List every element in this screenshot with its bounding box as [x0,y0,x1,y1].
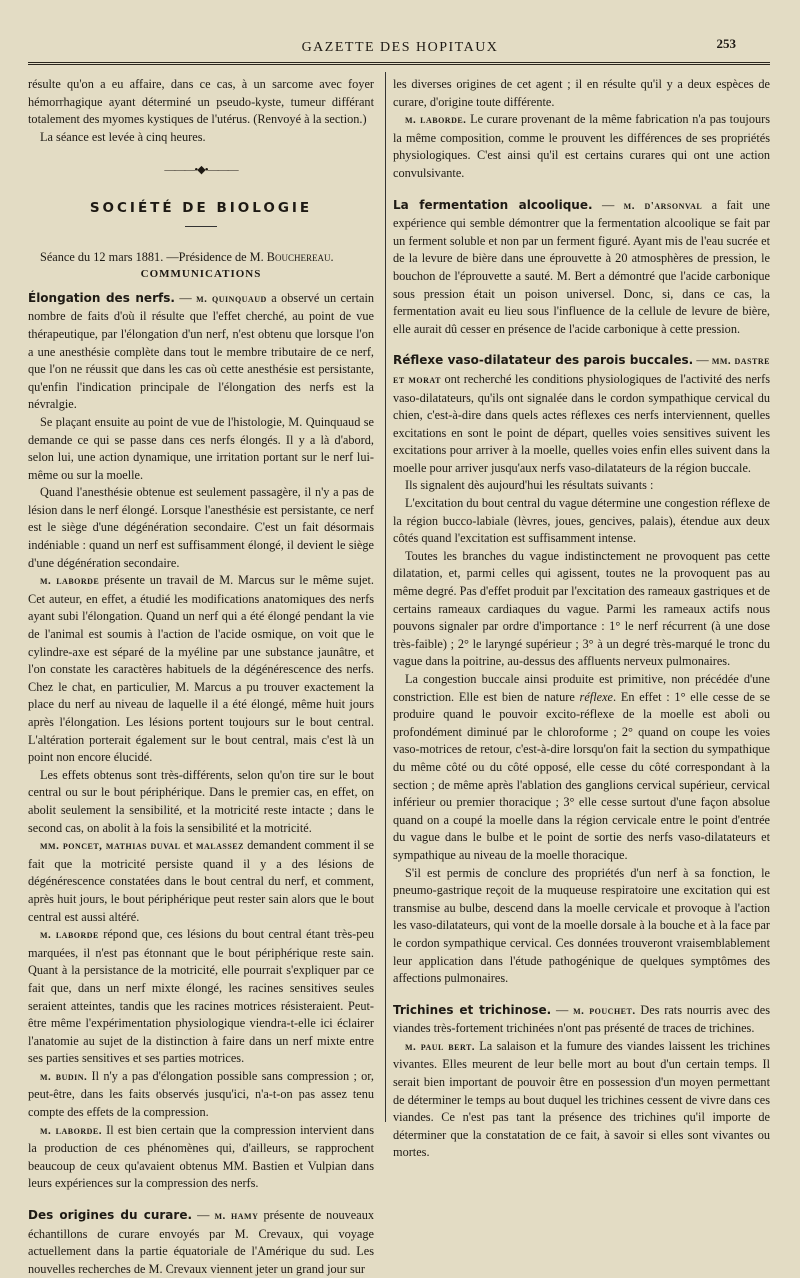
paragraph: Toutes les branches du vague indistinctement ne provoquent pas cette dilatation, et, parmi celles qui agissent, toutes ne la provoquent pas au même degré. Pas d'effet produit par l'excitation des rameaux gastriques et de certains rameaux cardiaques du vague. Parmi les rameaux actifs nous pouvons signaler par ordre d'importance : 1° le nerf récurrent (à une dose très-faible) ; 2° le laryngé supérieur ; 3° à un degré très-marqué le tronc du vague dans la poitrine, au-dessus des affluents nerveux pulmonaires. [393,548,770,669]
paragraph-text: a fait une expérience qui semble démontrer que la fermentation alcoolique se fait par un ferment soluble et non par un ferment figuré. Ayant mis de l'eau sucrée et de la levure de bière dans une éprouvette à 20 atmosphères de pression, le bouchon de l'éprouvette a sauté. M. Bert a démontré que l'acide carbonique sous pression était un poison universel. Donc, si, dans ce cas, la fermentation avait eu lieu sous l'influence de la cellule de levure de bière, elle aurait dû cesser en présence de l'acide carbonique à cette pression. [393,197,771,336]
dash: — [192,1208,215,1223]
paragraph-text: a observé un certain nombre de faits d'où il résulte que l'effet cherché, au point de vue thérapeutique, par l'élongation d'un nerf, n'est obtenu que lorsque l'on a une anesthésie complète dans tout le membre tributaire de ce nerf, que l'on ne réussit que dans les cas où cette anesthésie est persistante, qu'enfin l'indication principale de l'élongation des nerfs est la névralgie. [28,290,375,412]
paragraph-text: Il n'y a pas d'élongation possible sans compression ; or, peut-être, dans les faits observés jusqu'ici, n'a-t-on pas assez tenu compte des effets de la compression. [28,1068,374,1120]
paragraph [28,1068,374,1122]
paragraph-text: présente de nouveaux échantillons de curare envoyés par M. Crevaux, qui voyage actuellement dans la partie équatoriale de l'Amérique du sud. Les nouvelles recherches de M. Crevaux viennent jeter un grand jour sur [28,1208,374,1276]
author-name: m. laborde [40,575,100,588]
author-name: m. quinquaud [196,292,267,305]
running-title: GAZETTE DES HOPITAUX [301,40,499,55]
president-name: Bouchereau. [266,249,334,264]
column-rule [385,72,386,1122]
left-column [28,76,374,1278]
session-date: Séance du 12 mars 1881. —Présidence de M. [40,249,267,264]
session-close: La séance est levée à cinq heures. [40,129,206,144]
dash: — [592,197,624,212]
paragraph-text: La salaison et la fumure des viandes laissent les trichines vivantes. Elles meurent de leur belle mort au bout d'un certain temps. Il serait bien important de pouvoir être en possession d'un moyen permettant de déterminer le temps au bout duquel les trichines cessent de vivre dans ces viandes. Ce n'est pas tant la présence des trichines qu'il importe de déterminer que la constatation de ce fait, à savoir si elles sont vivantes ou mortes. [393,1038,770,1160]
dash: — [174,290,197,305]
communications-heading: COMMUNICATIONS [140,268,262,281]
paragraph-text: répond que, ces lésions du bout central étant très-peu marquées, il n'est pas étonnant que le bout périphérique reste sain. Quant à la persistance de la motricité, elle pourrait s'expliquer par ce fait que, dans un nerf mixte élongé, les racines sensitives seules seraient atteintes, tandis que les racines motrices résisteraient. Peut-être même l'expérimentation physiologique viendra-t-elle ici éclairer l'anatomie au sujet de la distinction à faire dans un nerf mixte entre ses parties sensitives et ses parties motrices. [28,927,374,1066]
paragraph: L'excitation du bout central du vague détermine une congestion réflexe de la région bucco-labiale (lèvres, joues, gencives, palais), étendue aux deux côtés quand l'excitation est suffisamment intense. [393,496,770,546]
paragraph [393,671,770,865]
article-title: Élongation des nerfs. [28,290,175,305]
article-title: Trichines et trichinose. [393,1002,552,1017]
author-name: m. paul bert. [405,1040,476,1053]
article-title: Des origines du curare. [28,1208,193,1223]
paragraph [28,1122,374,1193]
right-column [393,76,770,1162]
article-elongation-intro [28,290,374,414]
author-name: mm. poncet, mathias duval [40,840,181,853]
article-curare-intro [28,1207,374,1278]
author-name: m. laborde. [40,1124,102,1137]
conjunction: et [180,838,196,853]
paragraph-text: . En effet : 1° elle cesse de se produire quand le pouvoir excito-réflexe de la moelle est aboli ou profondément diminué par le chloroforme ; 2° quand on coupe les voies vaso-motrices de retour, c'est-à-dire lorsqu'on fait la section du sympathique du même côté ou du côté opposé, elle cesse du côté correspondant à la section ; de même après l'ablation des ganglions cervical supérieur, cervical inférieur ou premier thoracique ; 3° elle cesse surtout d'une façon absolue quand on a coupé la moelle dans la région cervicale entre le point d'entrée du vague dans le bulbe et le point de sortie des nerfs vaso-dilatateurs et sympathique au niveau de la moelle thoracique. [393,689,770,862]
paragraph [28,926,374,1068]
paragraph-text: présente un travail de M. Marcus sur le même sujet. Cet auteur, en effet, a étudié les modifications anatomiques des nerfs ayant subi l'élongation. Quand un nerf qui a été élongé pendant la vie de l'animal est soumis à l'action de l'acide osmique, on voit que le cylindre-axe est séparé de la myéline par une substance jaunâtre, et l'on constate les caractères habituels de la dégénérescence des nerfs. Chez le chat, en particulier, M. Marcus a pu trouver exactement la place du nerf au niveau de laquelle il a été élongé, même huit jours après l'élongation. Les lésions portent toujours sur le bout central. L'altération porterait également sur le bout central, mais c'est là un point non encore élucidé. [28,573,374,765]
paragraph [28,837,374,926]
author-name: m. laborde. [405,114,467,127]
paragraph-text: Des rats nourris avec des viandes très-fortement trichinées n'ont pas présenté de traces de trichines. [393,1002,771,1036]
article-trichines-intro [393,1002,770,1038]
article-fermentation-intro [393,197,770,339]
paragraph: S'il est permis de conclure des propriétés d'un nerf à sa fonction, le pneumo-gastrique reçoit de la muqueuse respiratoire une excitation qui est transmise au bulbe, descend dans la moelle cervicale et provoque à l'action les vaso-dilatateurs, qui vont de la moelle dorsale à la bouche et à la face par le cordon sympathique cervical. Ces données trouveront vraisemblablement leur application dans l'étude pathogénique de quelques symptômes des affections pulmonaires. [393,865,770,986]
article-title: La fermentation alcoolique. [393,197,593,212]
paragraph-text: Il est bien certain que la compression intervient dans la production de ces phénomènes qui, d'ailleurs, se rapprochent beaucoup de ceux qu'avaient obtenus MM. Bastien et Vulpian dans leurs expériences sur la compression des nerfs. [28,1122,374,1191]
paragraph: Se plaçant ensuite au point de vue de l'histologie, M. Quinquaud se demande ce qui se passe dans ces nerfs élongés. Il y a là d'abord, selon lui, une action dynamique, une irritation portant sur le nerf lui-même ou sur la moelle. [28,414,374,482]
ornament-divider: ———•◆•——— [164,164,238,177]
session-line [28,249,374,267]
author-name: m. d'arsonval [623,199,703,212]
author-name: m. budin. [40,1070,88,1083]
dash: — [551,1002,574,1017]
paragraph-text: ont recherché les conditions physiologiques de l'activité des nerfs vaso-dilatateurs, qu'ils ont signalée dans le cordon sympathique cervical du chien, c'est-à-dire dans quels actes réflexes ces nerfs interviennent, quelles excitations en sont le point de départ, quelles voies sensitives suivent les excitations pour arriver à la moelle, quelles voies enfin elles suivent dans la moelle pour arriver jusqu'aux nerfs vaso-dilatateurs de la région buccale. [393,371,770,475]
section-rule [185,226,217,227]
paragraph [393,111,770,182]
continued-paragraph: résulte qu'on a eu affaire, dans ce cas, à un sarcome avec foyer hémorrhagique ayant déterminé un pseudo-kyste, tumeur différant totalement des myomes kystiques de l'utérus. (Renvoyé à la section.) [28,77,374,127]
author-name: m. laborde [40,929,99,942]
paragraph-text: La congestion buccale ainsi produite est primitive, non précédée d'une constriction. Elle est bien de nature [393,672,770,704]
continued-paragraph: les diverses origines de cet agent ; il en résulte qu'il y a deux espèces de curare, d'origine toute différente. [393,77,770,109]
paragraph-text: Le curare provenant de la même fabrication n'a pas toujours la même composition, comme le prouvent les différences de ses propriétés physiologiques. C'est ainsi qu'il est certains curares qui ont une action convulsivante. [393,112,770,180]
paragraph [28,572,374,767]
page-number: 253 [716,36,736,51]
paragraph-text: demandent comment il se fait que la motricité persiste quand il y a des lésions de dégénérescence constatées dans le bout central du nerf, et comment, après huit jours, le bout périphérique peut rester sain alors que le bout central est aussi altéré. [28,838,374,924]
author-name: m. hamy [214,1210,259,1223]
paragraph: Quand l'anesthésie obtenue est seulement passagère, il n'y a pas de lésion dans le nerf élongé. Lorsque l'anesthésie est persistante, ce nerf est le siège d'une dégénération secondaire. C'est un fait désormais indéniable : quand un nerf est suffisamment élongé, il devient le siège d'une dégénération secondaire. [28,485,374,570]
paragraph: Les effets obtenus sont très-différents, selon qu'on tire sur le bout central ou sur le bout périphérique. Dans le premier cas, en effet, on abolit seulement la sensibilité, et la motricité reste intacte ; dans le second cas, on abolit à la fois la sensibilité et la motricité. [28,767,374,835]
emphasis: réflexe [579,689,613,704]
author-name: m. pouchet. [573,1004,636,1017]
article-reflexe-intro [393,352,770,477]
dash: — [693,353,712,368]
article-title: Réflexe vaso-dilatateur des parois buccales. [393,353,694,368]
paragraph: Ils signalent dès aujourd'hui les résultats suivants : [405,478,654,493]
section-title: SOCIÉTÉ DE BIOLOGIE [89,199,313,216]
author-name: mm. dastre et morat [393,355,770,386]
header-rule [28,62,770,65]
paragraph [393,1038,770,1162]
author-name: malassez [195,840,244,853]
